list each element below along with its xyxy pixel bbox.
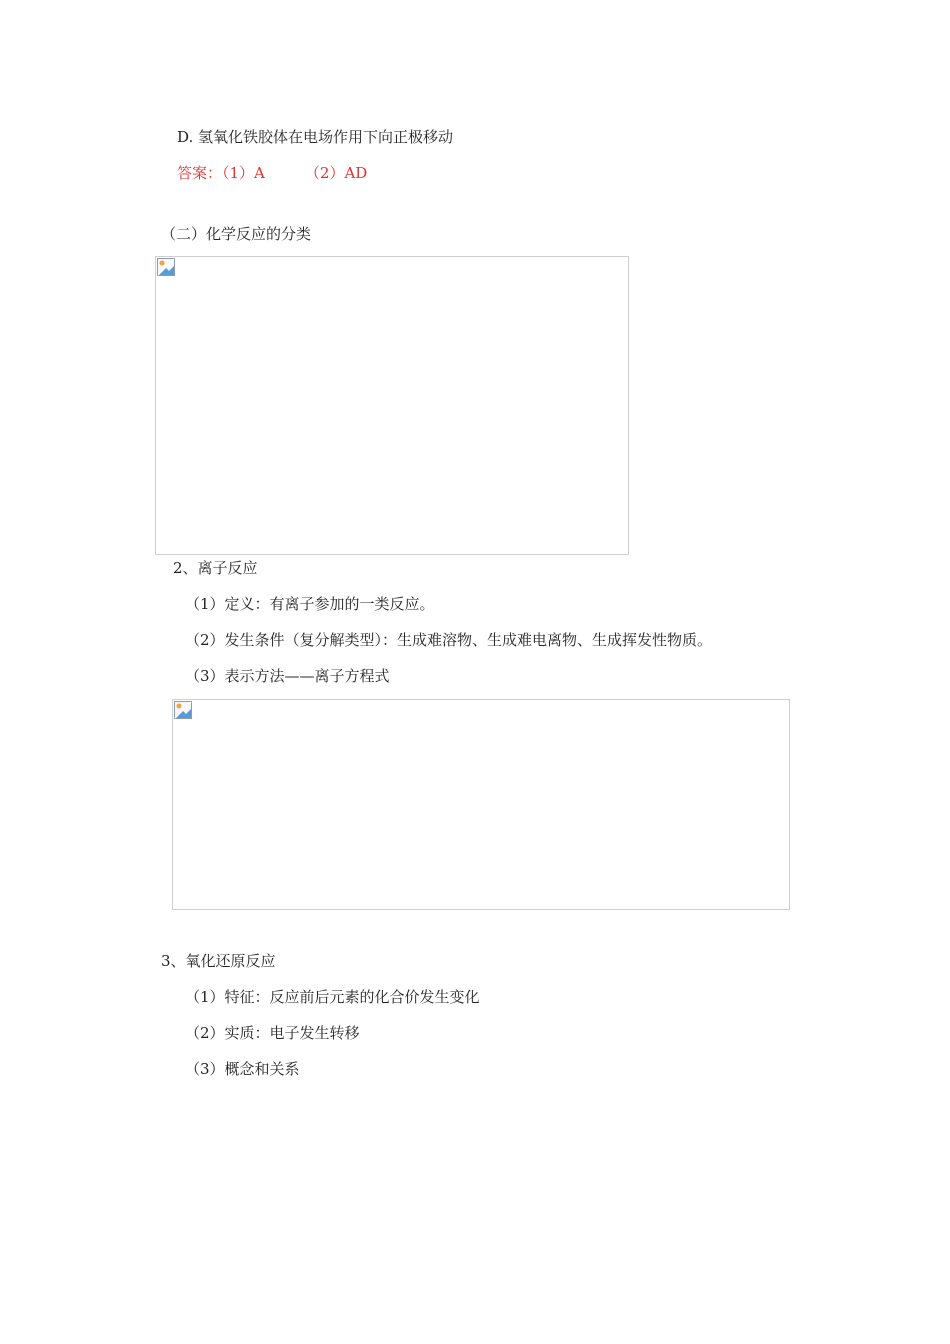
ionic-item-3: （3）表示方法——离子方程式 [185, 667, 390, 685]
answer-line [177, 163, 367, 183]
image-placeholder-ionic-equation [172, 699, 790, 910]
ionic-reaction-title: 2、离子反应 [173, 559, 258, 577]
redox-item-3: （3）概念和关系 [185, 1060, 300, 1078]
answer-part-2: （2）AD [304, 164, 368, 182]
ionic-item-1: （1）定义：有离子参加的一类反应。 [185, 595, 435, 613]
redox-item-1: （1）特征：反应前后元素的化合价发生变化 [185, 988, 480, 1006]
broken-image-icon [174, 701, 192, 719]
option-d: D. 氢氧化铁胶体在电场作用下向正极移动 [177, 128, 454, 146]
ionic-item-2: （2）发生条件（复分解类型）：生成难溶物、生成难电离物、生成挥发性物质。 [185, 631, 713, 649]
image-placeholder-classification [155, 256, 629, 555]
answer-part-1: （1）A [222, 164, 265, 182]
answer-label: 答案： [177, 164, 223, 182]
section-heading: （二）化学反应的分类 [161, 225, 312, 243]
broken-image-icon [157, 258, 175, 276]
redox-reaction-title: 3、氧化还原反应 [161, 952, 276, 970]
redox-item-2: （2）实质：电子发生转移 [185, 1024, 360, 1042]
